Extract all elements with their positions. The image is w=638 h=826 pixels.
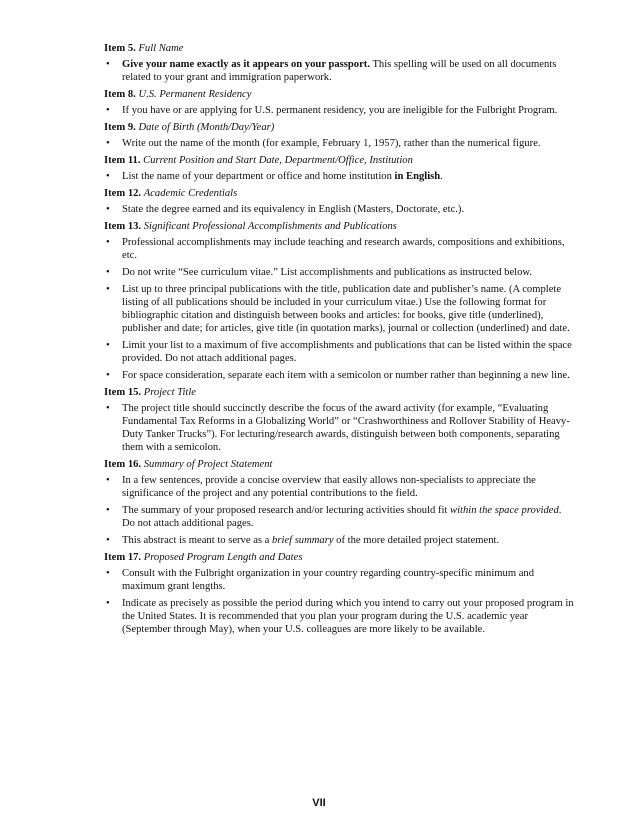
- item-heading: [104, 88, 574, 101]
- bullet-text: Consult with the Fulbright organization in your country regarding country-specific minimum and maximum grant lengths.: [122, 568, 535, 592]
- bullet-text: This abstract is meant to serve as a: [122, 535, 273, 546]
- item-heading: [104, 386, 574, 399]
- item-number: Item 8.: [104, 89, 136, 100]
- page-number: VII: [312, 797, 326, 809]
- bullet-text: State the degree earned and its equivalency in English (Masters, Doctorate, etc.).: [122, 204, 465, 215]
- bullet-text: The summary of your proposed research and/or lecturing activities should fit: [122, 505, 451, 516]
- bullet-item: [104, 567, 574, 593]
- item-title: Significant Professional Accomplishments and Publications: [143, 221, 397, 232]
- bullet-item: [104, 170, 574, 183]
- bullet-text: Professional accomplishments may include teaching and research awards, compositions and exhibitions, etc.: [122, 237, 565, 261]
- item-heading: [104, 121, 574, 134]
- bullet-icon: •: [106, 105, 110, 116]
- bullet-text: If you have or are applying for U.S. permanent residency, you are ineligible for the Fulbright Program.: [122, 105, 558, 116]
- document-body: [104, 38, 574, 640]
- bullet-item: [104, 504, 574, 530]
- bullet-text: in English: [394, 171, 441, 182]
- bullet-item: [104, 104, 574, 117]
- bullet-item: [104, 266, 574, 279]
- bullet-text: within the space provided: [450, 505, 559, 516]
- item-number: Item 5.: [104, 43, 136, 54]
- bullet-text: In a few sentences, provide a concise overview that easily allows non-specialists to appreciate the significance of the project and any potential contributions to the field.: [122, 475, 536, 499]
- item-title: Full Name: [138, 43, 184, 54]
- bullet-text: Write out the name of the month (for example, February 1, 1957), rather than the numerical figure.: [122, 138, 541, 149]
- bullet-text: of the more detailed project statement.: [333, 535, 500, 546]
- bullet-item: [104, 236, 574, 262]
- bullet-text: Do not write “See curriculum vitae.” List accomplishments and publications as instructed below.: [122, 267, 533, 278]
- item-title: Proposed Program Length and Dates: [143, 552, 303, 563]
- bullet-list: [104, 104, 574, 117]
- item-number: Item 16.: [104, 459, 142, 470]
- item-title: Project Title: [143, 387, 197, 398]
- bullet-icon: •: [106, 475, 110, 486]
- bullet-icon: •: [106, 204, 110, 215]
- bullet-text: This spelling will be used on all documents related to your grant and immigration paperwork.: [122, 59, 557, 83]
- item-number: Item 15.: [104, 387, 142, 398]
- bullet-list: [104, 567, 574, 636]
- bullet-icon: •: [106, 284, 110, 295]
- bullet-list: [104, 170, 574, 183]
- item-title: Date of Birth (Month/Day/Year): [138, 122, 275, 133]
- item-heading: [104, 458, 574, 471]
- bullet-list: [104, 402, 574, 454]
- bullet-item: [104, 534, 574, 547]
- item-number: Item 12.: [104, 188, 142, 199]
- item-number: Item 11.: [104, 155, 141, 166]
- bullet-icon: •: [106, 59, 110, 70]
- bullet-icon: •: [106, 598, 110, 609]
- bullet-list: [104, 58, 574, 84]
- bullet-list: [104, 474, 574, 547]
- bullet-icon: •: [106, 237, 110, 248]
- bullet-icon: •: [106, 370, 110, 381]
- bullet-item: [104, 137, 574, 150]
- bullet-text: List up to three principal publications with the title, publication date and publisher’s name. (A complete listing of all publications should be included in your curriculum vitae.) Use the following format for bibliographic citation and distinguish between books and articles: for books, give title (underlined), publisher and date; for articles, give title (in quotation marks), journal or collection (underlined) and date.: [122, 284, 570, 334]
- bullet-item: [104, 58, 574, 84]
- bullet-item: [104, 402, 574, 454]
- item-title: U.S. Permanent Residency: [138, 89, 252, 100]
- bullet-text: Indicate as precisely as possible the period during which you intend to carry out your proposed program in the United States. It is recommended that you plan your program during the U.S. academic year (September through May), when your U.S. colleagues are more likely to be available.: [122, 598, 574, 635]
- bullet-icon: •: [106, 568, 110, 579]
- bullet-icon: •: [106, 535, 110, 546]
- item-title: Summary of Project Statement: [143, 459, 273, 470]
- bullet-icon: •: [106, 403, 110, 414]
- bullet-list: [104, 236, 574, 382]
- item-heading: [104, 42, 574, 55]
- item-title: Academic Credentials: [143, 188, 238, 199]
- bullet-text: Limit your list to a maximum of five accomplishments and publications that can be listed within the space provided. Do not attach additional pages.: [122, 340, 572, 364]
- bullet-icon: •: [106, 267, 110, 278]
- bullet-icon: •: [106, 171, 110, 182]
- item-heading: [104, 551, 574, 564]
- bullet-icon: •: [106, 138, 110, 149]
- bullet-item: [104, 474, 574, 500]
- item-number: Item 9.: [104, 122, 136, 133]
- bullet-icon: •: [106, 505, 110, 516]
- bullet-text: List the name of your department or office and home institution: [122, 171, 395, 182]
- bullet-text: Give your name exactly as it appears on your passport.: [122, 59, 370, 70]
- bullet-item: [104, 339, 574, 365]
- bullet-text: . Do not attach additional pages.: [122, 505, 562, 529]
- item-title: Current Position and Start Date, Department/Office, Institution: [143, 155, 413, 166]
- item-heading: [104, 154, 574, 167]
- bullet-item: [104, 203, 574, 216]
- bullet-item: [104, 369, 574, 382]
- bullet-item: [104, 597, 574, 636]
- bullet-text: .: [440, 171, 443, 182]
- bullet-item: [104, 283, 574, 335]
- bullet-list: [104, 137, 574, 150]
- bullet-text: For space consideration, separate each item with a semicolon or number rather than beginning a new line.: [122, 370, 570, 381]
- item-number: Item 13.: [104, 221, 142, 232]
- bullet-text: brief summary: [272, 535, 334, 546]
- item-heading: [104, 220, 574, 233]
- item-heading: [104, 187, 574, 200]
- bullet-text: The project title should succinctly describe the focus of the award activity (for example, “Evaluating Fundamental Tax Reforms in a Globalizing World” or “Crashworthiness and Rollover Stability of Heavy-Duty Tanker Trucks”). For lecturing/research awards, distinguish between both components, separating them with a semicolon.: [122, 403, 570, 453]
- bullet-icon: •: [106, 340, 110, 351]
- bullet-list: [104, 203, 574, 216]
- item-number: Item 17.: [104, 552, 142, 563]
